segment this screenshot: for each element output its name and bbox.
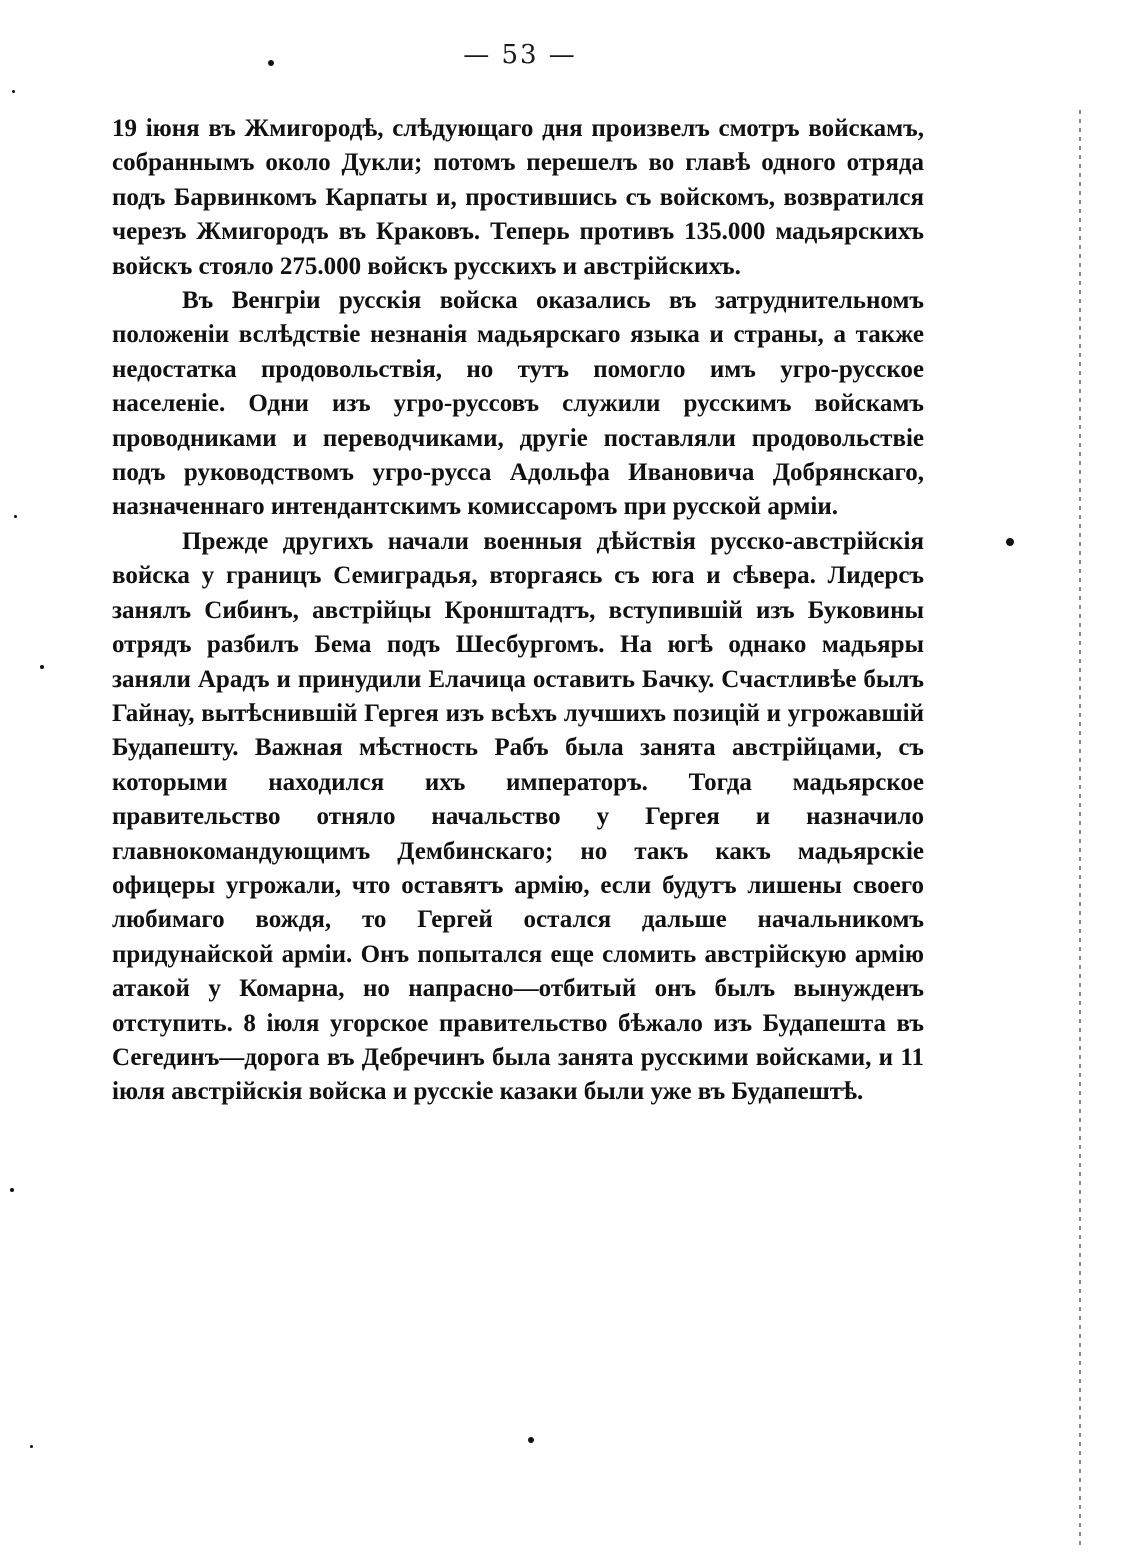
paragraph-2: Въ Венгріи русскія войска оказались въ затруднительномъ положеніи вслѣдствіе незнанія мадьярскаго языка и страны, а также недостатка продовольствія, но тутъ помогло имъ угро-русское населеніе. Одни изъ угро-руссовъ служили русскимъ войскамъ проводниками и переводчиками, другіе поставляли продовольствіе подъ руководствомъ угро-русса Адольфа Ивановича Добрянскаго, назначеннаго интендантскимъ комиссаромъ при русской арміи. — [112, 287, 924, 521]
scan-speck — [30, 1445, 33, 1448]
scan-speck — [1006, 538, 1014, 546]
scan-speck — [268, 60, 274, 66]
scan-margin-artifact — [1079, 110, 1081, 1550]
scan-speck — [528, 1437, 534, 1443]
body-text — [112, 112, 924, 1110]
scan-speck — [40, 665, 44, 669]
paragraph-3: Прежде другихъ начали военныя дѣйствія русско-австрійскія войска у границъ Семиградья, вторгаясь съ юга и сѣвера. Лидерсъ занялъ Сибинъ, австрійцы Кронштадтъ, вступившій изъ Буковины отрядъ разбилъ Бема подъ Шесбургомъ. На югѣ однако мадьяры заняли Арадъ и принудили Елачица оставить Бачку. Счастливѣе былъ Гайнау, вытѣснившій Гергея изъ всѣхъ лучшихъ позицій и угрожавшій Будапешту. Важная мѣстность Рабъ была занята австрійцами, съ которыми находился ихъ императоръ. Тогда мадьярское правительство отняло начальство у Гергея и назначило главнокомандующимъ Дембинскаго; но такъ какъ мадьярскіе офицеры угрожали, что оставятъ армію, если будутъ лишены своего любимаго вождя, то Гергей остался дальше начальникомъ придунайской арміи. Онъ попытался еще сломить австрійскую армію атакой у Комарна, но напрасно—отбитый онъ былъ вынужденъ отступить. 8 іюля угорское правительство бѣжало изъ Будапешта въ Сегединъ—дорога въ Дебречинъ была занята русскими войсками, и 11 іюля австрійскія войска и русскіе казаки были уже въ Будапештѣ. — [112, 527, 924, 1106]
page-number: — 53 — — [463, 40, 577, 70]
scan-speck — [10, 1188, 14, 1192]
scan-speck — [14, 515, 17, 518]
scan-speck — [12, 90, 15, 93]
paragraph-1: 19 іюня въ Жмигородѣ, слѣдующаго дня произвелъ смотръ войскамъ, собраннымъ около Дукли; потомъ перешелъ во главѣ одного отряда подъ Барвинкомъ Карпаты и, простившись съ войскомъ, возвратился черезъ Жмигородъ въ Краковъ. Теперь противъ 135.000 мадьярскихъ войскъ стояло 275.000 войскъ русскихъ и австрійскихъ. — [112, 115, 924, 280]
